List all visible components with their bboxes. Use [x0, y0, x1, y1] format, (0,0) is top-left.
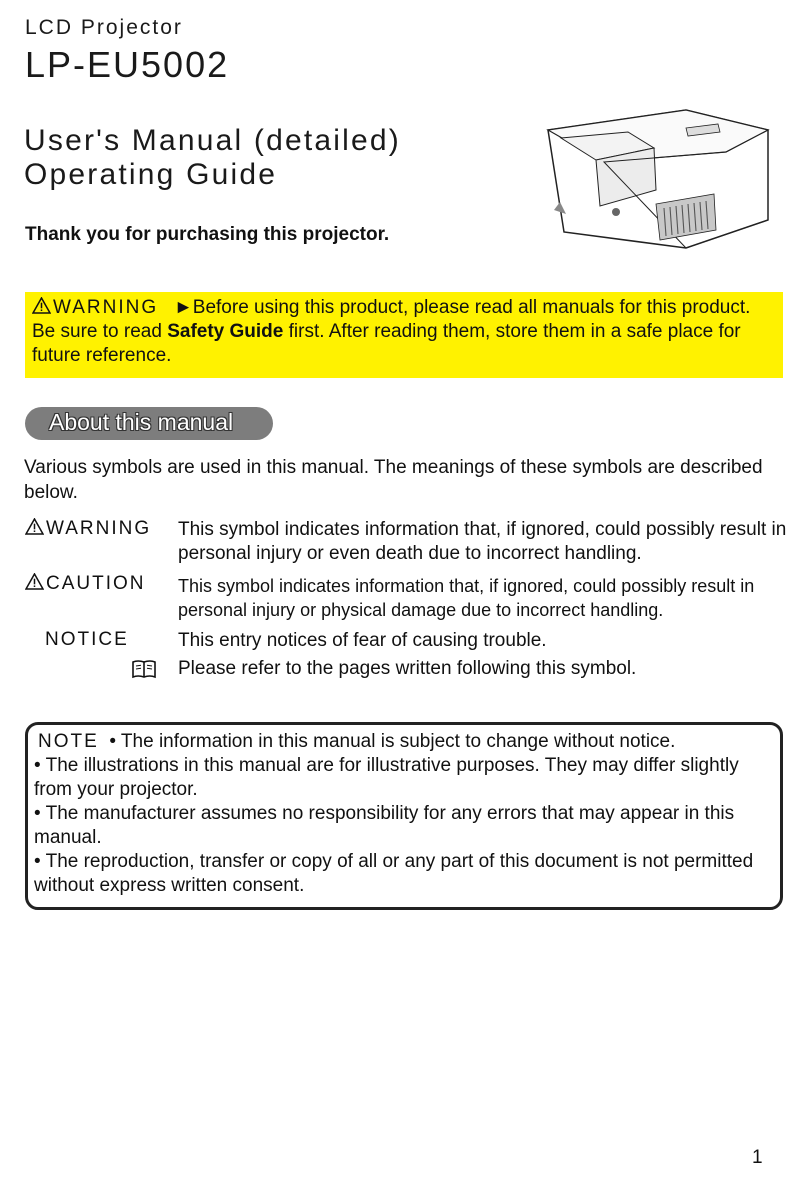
page-number: 1	[752, 1147, 763, 1168]
note-box	[25, 722, 783, 910]
document-title	[24, 124, 401, 192]
model-number: LP-EU5002	[25, 44, 230, 85]
thanks-text: Thank you for purchasing this projector.	[25, 224, 390, 245]
note-label: NOTE	[38, 731, 99, 752]
symbol-warning-description: This symbol indicates information that, if ignored, could possibly result in personal injury or even death due to incorrect handling.	[178, 519, 787, 564]
note-item-3: • The manufacturer assumes no responsibility for any errors that may appear in this manual.	[34, 803, 735, 848]
warning-text-1: Before using this product, please read all manuals for this product. Be sure to read	[32, 297, 751, 342]
title-line-2: Operating Guide	[24, 158, 278, 191]
warning-box	[25, 292, 783, 378]
symbol-reference-description: Please refer to the pages written following this symbol.	[178, 658, 637, 679]
warning-text-2: first. After reading them, store them in a safe place for future reference.	[32, 321, 741, 366]
note-item-2: • The illustrations in this manual are for illustrative purposes. They may differ slightly from your projector.	[34, 755, 739, 800]
book-icon	[131, 659, 157, 679]
note-item-1: NOTE • The information in this manual is subject to change without notice.	[38, 731, 676, 752]
product-type: LCD Projector	[25, 16, 183, 39]
symbol-warning-label: WARNING	[25, 518, 151, 540]
warning-triangle-icon	[32, 297, 51, 314]
symbol-caution-label: CAUTION	[25, 573, 146, 595]
safety-guide-name: Safety Guide	[167, 321, 284, 342]
intro-text: Various symbols are used in this manual. The meanings of these symbols are described below.	[24, 457, 763, 503]
symbol-caution-description: This symbol indicates information that, if ignored, could possibly result in personal injury or physical damage due to incorrect handling.	[178, 576, 755, 620]
arrow-icon: ►	[173, 297, 193, 318]
title-line-1: User's Manual (detailed)	[24, 124, 401, 157]
section-title: About this manual	[49, 409, 234, 435]
symbol-notice-label: NOTICE	[45, 629, 129, 650]
warning-triangle-icon	[25, 518, 44, 535]
caution-triangle-icon	[25, 573, 44, 590]
warning-label: WARNING	[53, 297, 159, 318]
symbol-notice-description: This entry notices of fear of causing trouble.	[178, 630, 547, 651]
note-item-4: • The reproduction, transfer or copy of all or any part of this document is not permitted without express written consent.	[34, 851, 754, 896]
projector-illustration	[536, 102, 776, 252]
